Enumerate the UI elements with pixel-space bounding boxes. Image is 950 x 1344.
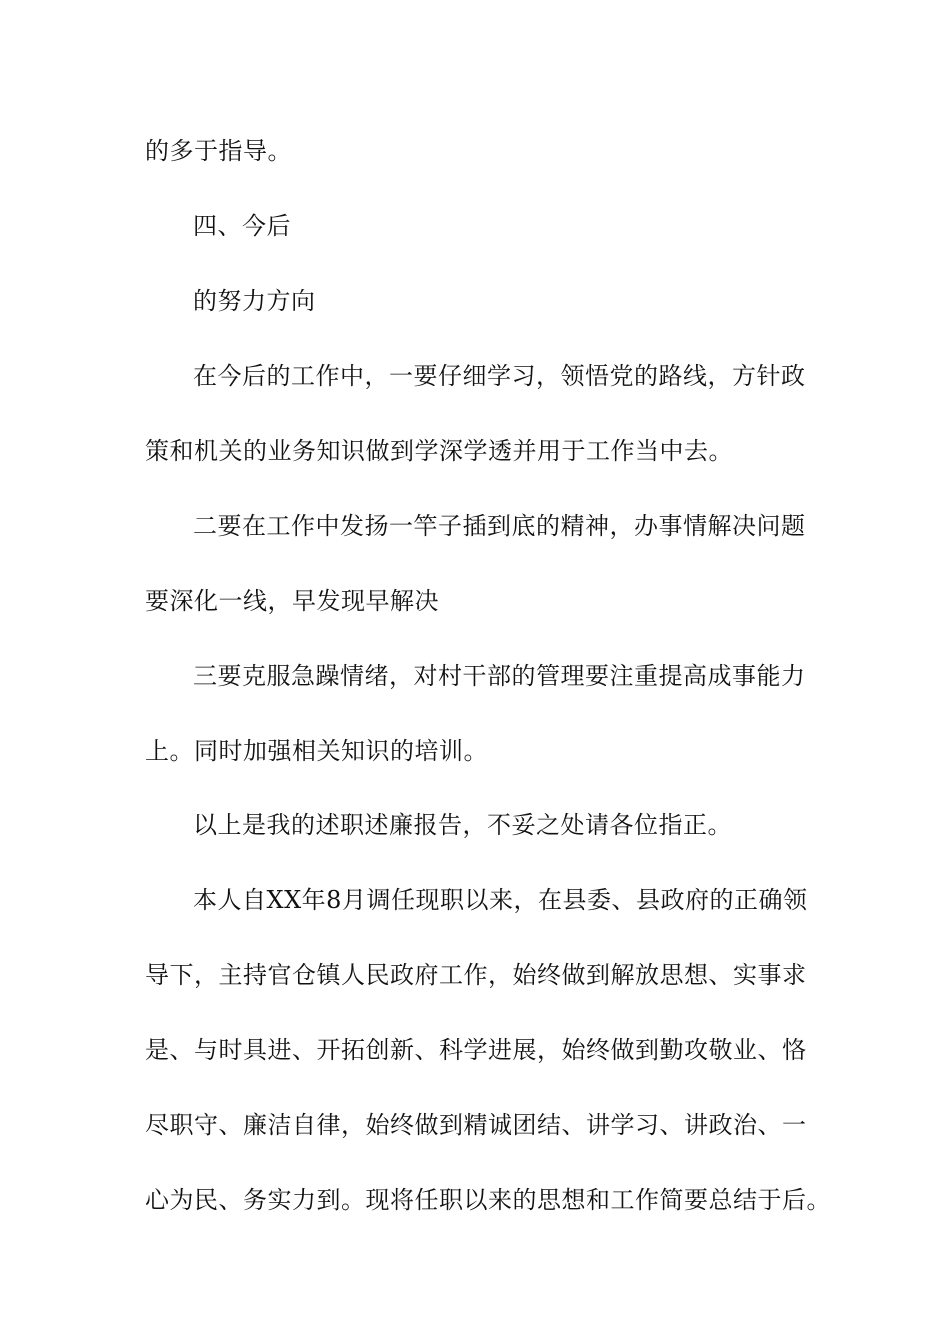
- paragraph-3-line-2: 上。同时加强相关知识的培训。: [145, 737, 488, 765]
- paragraph-5-line-1: 本人自XX年8月调任现职以来，在县委、县政府的正确领: [193, 886, 808, 914]
- text-line-1: 的多于指导。: [145, 137, 292, 165]
- section-heading-line-1: 四、今后: [193, 212, 291, 240]
- paragraph-5-line-5: 心为民、务实力到。现将任职以来的思想和工作简要总结于后。: [145, 1186, 831, 1214]
- paragraph-5-line-4: 尽职守、廉洁自律，始终做到精诚团结、讲学习、讲政治、一: [145, 1111, 807, 1139]
- paragraph-5-line-3: 是、与时具进、开拓创新、科学进展，始终做到勤攻敬业、恪: [145, 1036, 807, 1064]
- paragraph-4-line-1: 以上是我的述职述廉报告，不妥之处请各位指正。: [193, 811, 732, 839]
- paragraph-2-line-1: 二要在工作中发扬一竿子插到底的精神，办事情解决问题: [193, 512, 806, 540]
- paragraph-5-line-2: 导下，主持官仓镇人民政府工作，始终做到解放思想、实事求: [145, 961, 807, 989]
- paragraph-2-line-2: 要深化一线，早发现早解决: [145, 587, 439, 615]
- paragraph-1-line-1: 在今后的工作中，一要仔细学习，领悟党的路线，方针政: [193, 362, 806, 390]
- paragraph-3-line-1: 三要克服急躁情绪，对村干部的管理要注重提高成事能力: [193, 662, 806, 690]
- paragraph-1-line-2: 策和机关的业务知识做到学深学透并用于工作当中去。: [145, 437, 733, 465]
- section-heading-line-2: 的努力方向: [193, 287, 316, 315]
